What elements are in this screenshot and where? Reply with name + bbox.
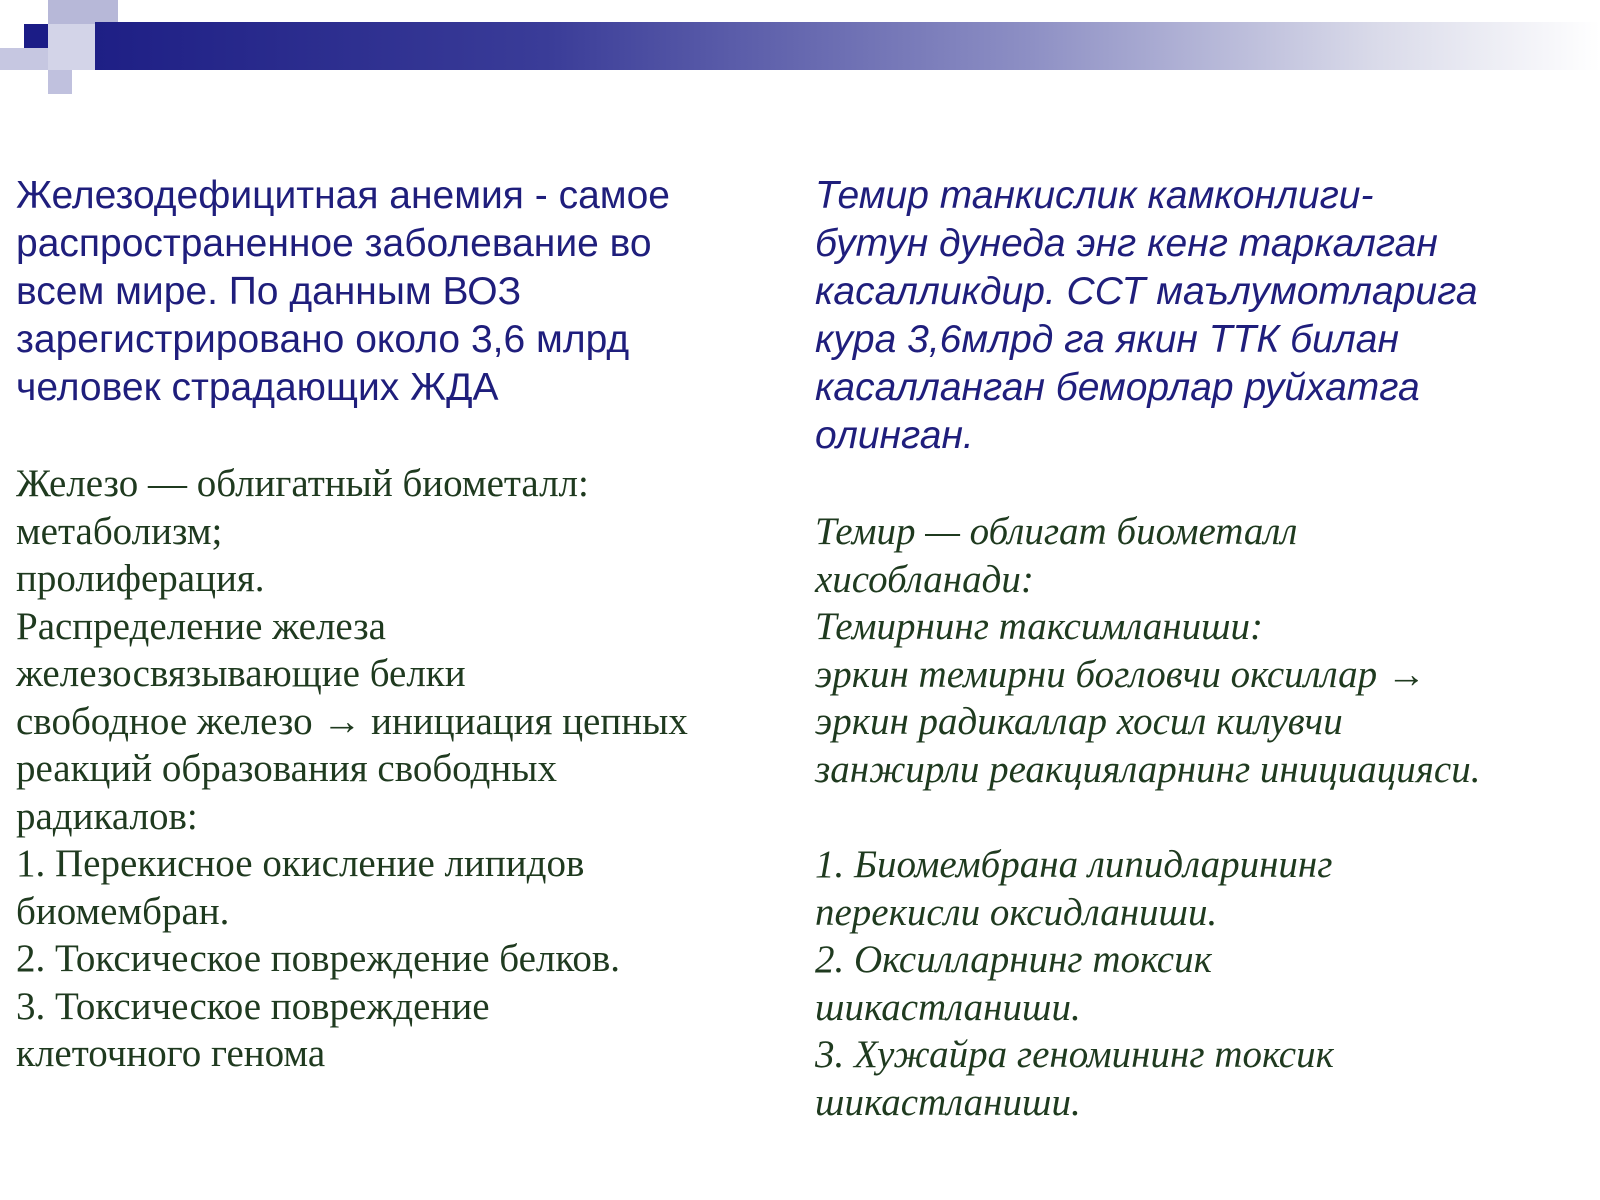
header-gradient-bar — [95, 22, 1600, 70]
left-intro-text: Железодефицитная анемия - самое распространенное заболевание во всем мире. По данным ВОЗ зарегистрировано около 3,6 млрд человек страдающих ЖДА — [16, 174, 670, 409]
right-intro-text: Темир танкислик камконлиги- бутун дунеда энг кенг таркалган касалликдир. ССТ маълумотларига кура 3,6млрд га якин ТТК билан касалланган беморлар руйхатга олинган. — [815, 174, 1478, 457]
decor-square — [0, 48, 48, 70]
decor-square — [48, 24, 95, 70]
decor-square — [48, 0, 118, 24]
decor-square-dark — [24, 24, 48, 48]
left-body-text: Железо — облигатный биометалл: метаболизм; пролиферация. Распределение железа железосвязывающие белки свободное железо → инициация цепных реакций образования свободных радикалов: 1. Перекисное окисление липидов биомембран. 2. Токсическое повреждение белков. 3. Токсическое повреждение клеточного генома — [16, 462, 688, 1075]
right-body-text-part1: Темир — облигат биометалл хисобланади: Темирнинг таксимланиши: эркин темирни богловчи оксиллар → эркин радикаллар хосил килувчи занжирли реакцияларнинг инициацияси. — [815, 510, 1481, 791]
right-column-uzbek — [815, 172, 1595, 1126]
left-column-russian — [16, 172, 786, 1078]
right-body-text-part2: 1. Биомембрана липидларининг перекисли оксидланиши. 2. Оксилларнинг токсик шикастланиши. 3. Хужайра геномининг токсик шикастланиши. — [815, 843, 1334, 1124]
decor-square — [48, 70, 72, 94]
